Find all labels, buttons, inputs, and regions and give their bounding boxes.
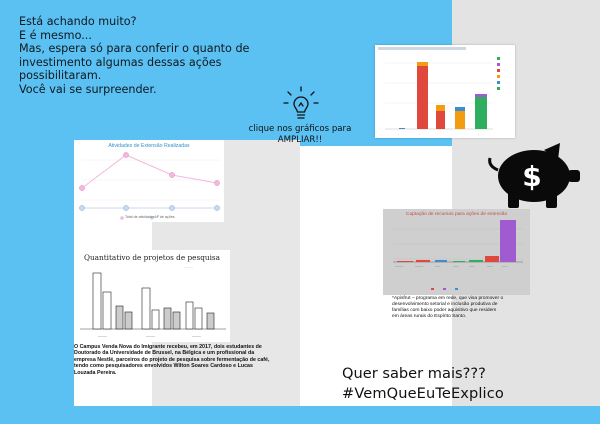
intro-text — [19, 15, 259, 97]
intro-line: Está achando muito? — [19, 15, 137, 28]
background-bottom-bar — [0, 406, 600, 424]
click-hint: clique nos gráficos para AMPLIAR!! — [248, 124, 352, 145]
svg-text:——: —— — [469, 264, 475, 268]
funding-capture-chart[interactable] — [383, 209, 530, 295]
cta-question: Quer saber mais??? — [342, 365, 486, 382]
piggy-bank-icon — [488, 140, 584, 212]
lightbulb-icon — [283, 86, 319, 124]
svg-text:——: —— — [453, 264, 459, 268]
dollar-sign: $ — [522, 160, 542, 193]
svg-text:———: ——— — [98, 334, 107, 338]
call-to-action — [342, 364, 562, 404]
svg-text:-: - — [457, 132, 458, 136]
intro-line: Você vai se surpreender. — [19, 82, 157, 96]
svg-text:——: —— — [502, 264, 508, 268]
research-projects-chart[interactable] — [74, 250, 230, 342]
intro-line: investimento algumas dessas ações — [19, 55, 222, 69]
bar-chart-graphic — [375, 45, 515, 138]
intro-line: E é mesmo... — [19, 28, 92, 42]
funding-caption: *Apisfrut – programa em rede, que visa promover o desenvolvimento setorial e inclusão produtiva de famílias com baixo poder aquisitivo que residem em áreas rurais do Espírito Santo. — [392, 296, 504, 320]
svg-text:-: - — [398, 132, 399, 136]
svg-text:-: - — [437, 132, 438, 136]
svg-text:-: - — [478, 132, 479, 136]
intro-line: Mas, espera só para conferir o quanto de — [19, 42, 250, 56]
svg-text:———: ——— — [184, 265, 193, 269]
line-chart-graphic — [74, 140, 224, 222]
funding-chart-graphic — [383, 209, 530, 295]
svg-text:———: ——— — [395, 264, 404, 268]
svg-text:———: ——— — [146, 334, 155, 338]
chart-title: Quantitativo de projetos de pesquisa — [83, 253, 221, 262]
svg-text:———: ——— — [192, 334, 201, 338]
legend-item: Nº de ações — [155, 215, 175, 219]
intro-line: possibilitaram. — [19, 69, 102, 83]
research-chart-graphic — [74, 250, 230, 342]
svg-text:——: —— — [435, 264, 441, 268]
extension-activities-chart[interactable] — [74, 140, 224, 222]
research-caption: O Campus Venda Nova do Imigrante recebeu, em 2017, dois estudantes de Doutorado da Universidade de Brussel, na Bélgica e um profissional da empresa Nestlé, parceiros do projeto de pesquisa sobre fermentação de café, tendo como pesquisadores envolvidos Wilton Soares Cardoso e Lucas Louzada Pereira. — [74, 344, 270, 376]
chart-title: Captação de recursos para ações de extensão — [405, 212, 508, 217]
svg-text:———: ——— — [415, 264, 424, 268]
legend-item: Total de atividades — [125, 215, 155, 219]
cta-hashtag[interactable]: #VemQueEuTeExplico — [342, 385, 504, 402]
svg-text:——: —— — [487, 264, 493, 268]
svg-text:-: - — [419, 132, 420, 136]
chart-title: Atividades de Extensão Realizadas — [108, 143, 190, 149]
investment-bar-chart[interactable] — [375, 45, 515, 138]
